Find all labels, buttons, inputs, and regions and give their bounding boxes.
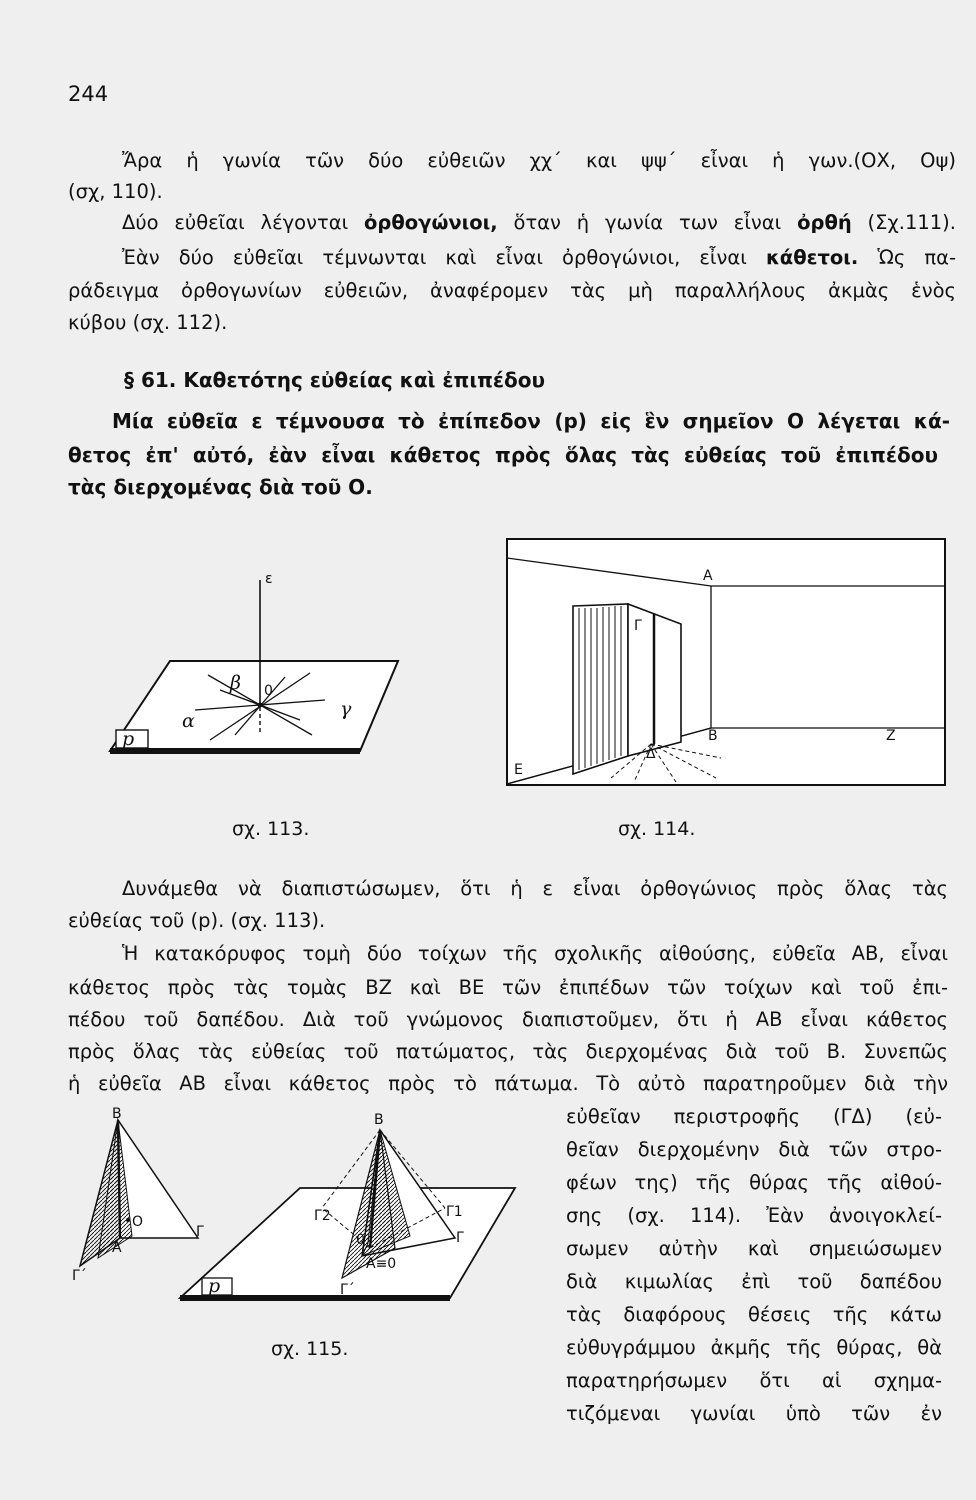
section-heading: § 61. Καθετότης εὐθείας καὶ ἐπιπέδου <box>124 368 546 392</box>
text-line: (σχ, 110). <box>68 180 163 203</box>
label-d: Δ <box>646 746 656 762</box>
page-number: 244 <box>68 82 109 106</box>
label-g2-sub: Γ2 <box>314 1208 331 1224</box>
text-line: κύβου (σχ. 112). <box>68 311 228 334</box>
text-line: Ἡ κατακόρυφος τομὴ δύο τοίχων τῆς σχολικῆς αἰθούσης, εὐθεῖα ΑΒ, εἶναι <box>122 942 948 965</box>
figure-115 <box>70 1108 560 1318</box>
definition-line: Μία εὐθεῖα ε τέμνουσα τὸ ἐπίπεδον (p) εἰς ἓν σημεῖον Ο λέγεται κά- <box>112 409 950 433</box>
term-perpendicular: κάθετοι. <box>765 246 859 269</box>
label-gp1: Γ΄ <box>72 1268 87 1284</box>
label-a1: Α <box>112 1240 122 1256</box>
figure-113 <box>110 565 400 765</box>
term-orthogonal: ὀρθογώνιοι, <box>364 211 498 234</box>
label-o1: Ο <box>132 1214 144 1230</box>
label-p: p <box>122 728 135 750</box>
label-gp2: Γ΄ <box>340 1282 355 1298</box>
term-right: ὀρθή <box>797 211 852 234</box>
label-b2: Β <box>374 1112 384 1128</box>
label-a-eq-o: Α≡0 <box>366 1256 397 1272</box>
text-line: διὰ κιμωλίας ἐπὶ τοῦ δαπέδου <box>566 1270 942 1293</box>
text-line: Δυνάμεθα νὰ διαπιστώσωμεν, ὅτι ἡ ε εἶναι ὀρθογώνιος πρὸς ὅλας τὰς <box>122 877 948 900</box>
label-o: 0 <box>264 683 273 699</box>
text-line: τιζόμεναι γωνίαι ὑπὸ τῶν ἐν <box>566 1402 942 1425</box>
text-line: Ἄρα ἡ γωνία τῶν δύο εὐθειῶν χχ΄ και ψψ΄ εἶναι ἡ γων.(ΟΧ, Οψ) <box>122 149 956 172</box>
label-b1: Β <box>112 1106 122 1122</box>
text-line: πέδου τοῦ δαπέδου. Διὰ τοῦ γνώμονος διαπιστοῦμεν, ὅτι ἡ ΑΒ εἶναι κάθετος <box>68 1008 948 1031</box>
text-run: Ἐὰν δύο εὐθεῖαι τέμνωνται καὶ εἶναι ὀρθογώνιοι, εἶναι <box>122 246 766 269</box>
text-line <box>122 207 956 238</box>
label-alpha: α <box>182 710 195 732</box>
label-g: Γ <box>634 618 642 634</box>
text-line: κάθετος πρὸς τὰς τομὰς ΒΖ καὶ ΒΕ τῶν ἐπιπέδων τῶν τοίχων καὶ τοῦ ἐπι- <box>68 976 948 999</box>
text-line: ἡ εὐθεῖα ΑΒ εἶναι κάθετος πρὸς τὸ πάτωμα. Τὸ αὐτὸ παρατηροῦμεν διὰ τὴν <box>68 1072 948 1095</box>
text-run: Ὡς πα- <box>858 246 956 269</box>
figure-113-caption: σχ. 113. <box>232 818 310 840</box>
figure-115-caption: σχ. 115. <box>271 1338 349 1360</box>
text-line: θεῖαν διερχομένην διὰ τῶν στρο- <box>566 1138 942 1161</box>
label-e: ε <box>265 571 273 587</box>
label-e: Ε <box>514 762 523 778</box>
text-run: Δύο εὐθεῖαι λέγονται <box>122 211 365 234</box>
definition-line: τὰς διερχομένας διὰ τοῦ Ο. <box>68 475 373 499</box>
label-a: Α <box>703 568 713 584</box>
label-b: Β <box>708 728 718 744</box>
text-run: ὅταν ἡ γωνία των εἶναι <box>497 211 798 234</box>
label-z: Ζ <box>886 728 896 744</box>
text-line: παρατηρήσωμεν ὅτι αἱ σχημα- <box>566 1369 942 1392</box>
label-beta: β <box>230 672 241 694</box>
figure-114-caption: σχ. 114. <box>618 818 696 840</box>
label-p: p <box>208 1275 221 1297</box>
label-o2: 0 <box>356 1232 365 1248</box>
plane-with-triangle <box>180 1130 515 1298</box>
standalone-triangle <box>80 1120 198 1266</box>
text-line: εὐθυγράμμου ἀκμῆς τῆς θύρας, θὰ <box>566 1336 942 1359</box>
text-line: φέων της) τῆς θύρας τῆς αἰθού- <box>566 1171 942 1194</box>
text-line: εὐθείας τοῦ (p). (σχ. 113). <box>68 909 326 932</box>
text-line: σης (σχ. 114). Ἐὰν ἀνοιγοκλεί- <box>566 1204 942 1227</box>
text-line: εὐθεῖαν περιστροφῆς (ΓΔ) (εὐ- <box>566 1105 942 1128</box>
point-o <box>258 703 263 708</box>
definition-line: θετος ἐπ' αὐτό, ἐὰν εἶναι κάθετος πρὸς ὅλας τὰς εὐθείας τοῦ ἐπιπέδου <box>68 443 938 467</box>
text-line: σωμεν αὐτὴν καὶ σημειώσωμεν <box>566 1237 942 1260</box>
text-line: τὰς διαφόρους θέσεις τῆς κάτω <box>566 1303 942 1326</box>
text-line <box>122 242 956 273</box>
text-line: ράδειγμα ὀρθογωνίων εὐθειῶν, ἀναφέρομεν τὰς μὴ παραλλήλους ἀκμὰς ἑνὸς <box>68 279 956 302</box>
figure-114 <box>506 538 946 786</box>
label-g1: Γ <box>196 1224 204 1240</box>
label-g2: Γ <box>456 1230 464 1246</box>
text-line: πρὸς ὅλας τὰς εὐθείας τοῦ πατώματος, τὰς διερχομένας διὰ τοῦ Β. Συνεπῶς <box>68 1040 948 1063</box>
label-gamma: γ <box>340 698 352 720</box>
text-run: (Σχ.111). <box>851 211 956 234</box>
label-g1-sub: Γ1 <box>446 1204 463 1220</box>
